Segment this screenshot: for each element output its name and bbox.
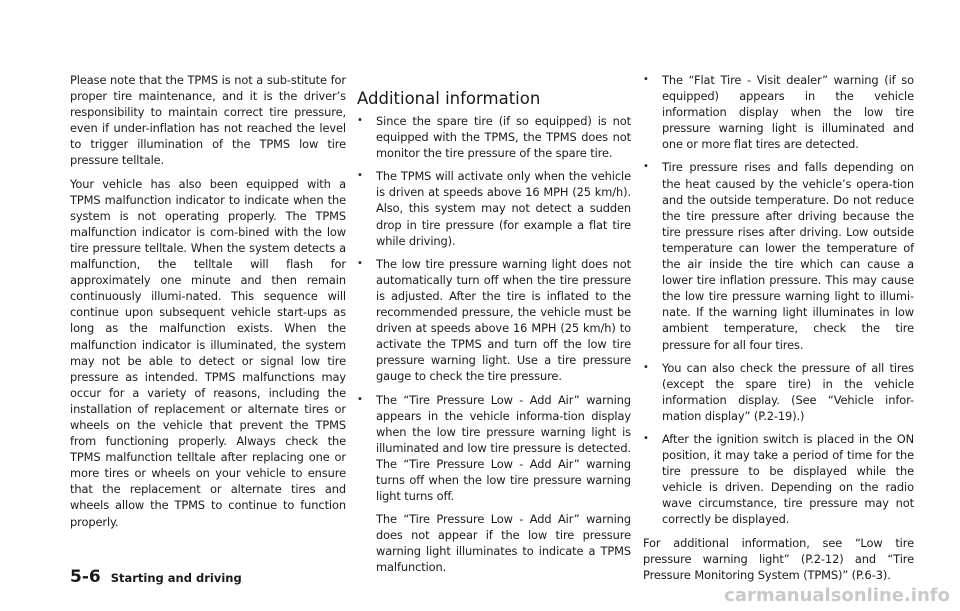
list-item-text: Tire pressure rises and falls depending on the heat caused by the vehicle’s opera-tion and the outside temperature. Do not reduce the tire pressure after driving because the tire pressure rises after driving. Low outside temperature can lower the temperature of the air inside the tire which can cause a lower tire inflation pressure. This may cause the low tire pressure warning light to illumi-nate. If the warning light illuminates in low ambient temperature, check the tire pressure for all four tires. bbox=[662, 160, 914, 352]
list-item-text: The low tire pressure warning light does not automatically turn off when the tire pressure is adjusted. After the tire is inflated to the recommended pressure, the vehicle must be driven at speeds above 16 MPH (25 km/h) to activate the TPMS and turn off the low tire pressure warning light. Use a tire pressure gauge to check the tire pressure. bbox=[376, 256, 631, 384]
list-item-text: After the ignition switch is placed in the ON position, it may take a period of time for the tire pressure to be displayed while the vehicle is driven. Depending on the radio wave circumstance, tire pressure may not correctly be displayed. bbox=[662, 431, 914, 527]
list-item-text: The “Flat Tire - Visit dealer” warning (if so equipped) appears in the vehicle information display when the low tire pressure warning light is illuminated and one or more flat tires are detected. bbox=[662, 73, 914, 152]
right-column bbox=[643, 72, 914, 590]
list-item bbox=[643, 360, 914, 424]
list-item-text: The TPMS will activate only when the vehicle is driven at speeds above 16 MPH (25 km/h). Also, this system may not detect a sudden drop in tire pressure (for example a flat tire while driving). bbox=[376, 169, 631, 248]
section-name: Starting and driving bbox=[110, 571, 242, 585]
paragraph: Please note that the TPMS is not a sub-stitute for proper tire maintenance, and it is the driver’s responsibility to maintain correct tire pressure, even if under-inflation has not reached the level to trigger illumination of the TPMS low tire pressure telltale. bbox=[70, 73, 346, 168]
list-item-text: You can also check the pressure of all tires (except the spare tire) in the vehicle information display. (See “Vehicle infor-mation display” (P.2-19).) bbox=[662, 360, 914, 423]
watermark: carmanualsonline.info bbox=[724, 585, 950, 606]
list-item bbox=[643, 159, 914, 352]
list-item bbox=[643, 72, 914, 152]
list-item bbox=[357, 113, 631, 161]
list-item bbox=[357, 168, 631, 248]
page-footer bbox=[70, 567, 242, 587]
section-heading: Additional information bbox=[357, 89, 541, 108]
bullet-list bbox=[357, 113, 631, 576]
closing-paragraph: For additional information, see “Low tire pressure warning light” (P.2-12) and “Tire Pressure Monitoring System (TPMS)” (P.6-3). bbox=[643, 535, 914, 582]
paragraph: Your vehicle has also been equipped with a TPMS malfunction indicator to indicate when the system is not operating properly. The TPMS malfunction indicator is com-bined with the low tire pressure telltale. When the system detects a malfunction, the telltale will flash for approximately one minute and then remain continuously illumi-nated. This sequence will continue upon subsequent vehicle start-ups as long as the malfunction exists. When the malfunction indicator is illuminated, the system may not be able to detect or signal low tire pressure as intended. TPMS malfunctions may occur for a variety of reasons, including the installation of replacement or alternate tires or wheels on the vehicle that prevent the TPMS from functioning properly. Always check the TPMS malfunction telltale after replacing one or more tires or wheels on your vehicle to ensure that the replacement or alternate tires and wheels allow the TPMS to continue to function properly. bbox=[70, 176, 346, 529]
list-item bbox=[357, 392, 631, 576]
list-item-continuation: The “Tire Pressure Low - Add Air” warning does not appear if the low tire pressure warning light illuminates to indicate a TPMS malfunction. bbox=[376, 512, 631, 575]
list-item bbox=[357, 256, 631, 385]
list-item-text: The “Tire Pressure Low - Add Air” warning appears in the vehicle informa-tion display when the low tire pressure warning light is illuminated and low tire pressure is detected. The “Tire Pressure Low - Add Air” warning turns off when the low tire pressure warning light turns off. bbox=[376, 392, 631, 504]
bullet-list bbox=[643, 72, 914, 528]
middle-column bbox=[357, 113, 631, 583]
left-column bbox=[70, 72, 346, 537]
list-item bbox=[643, 431, 914, 528]
list-item-text: Since the spare tire (if so equipped) is not equipped with the TPMS, the TPMS does not monitor the tire pressure of the spare tire. bbox=[376, 114, 631, 161]
page-number: 5-6 bbox=[70, 567, 101, 587]
